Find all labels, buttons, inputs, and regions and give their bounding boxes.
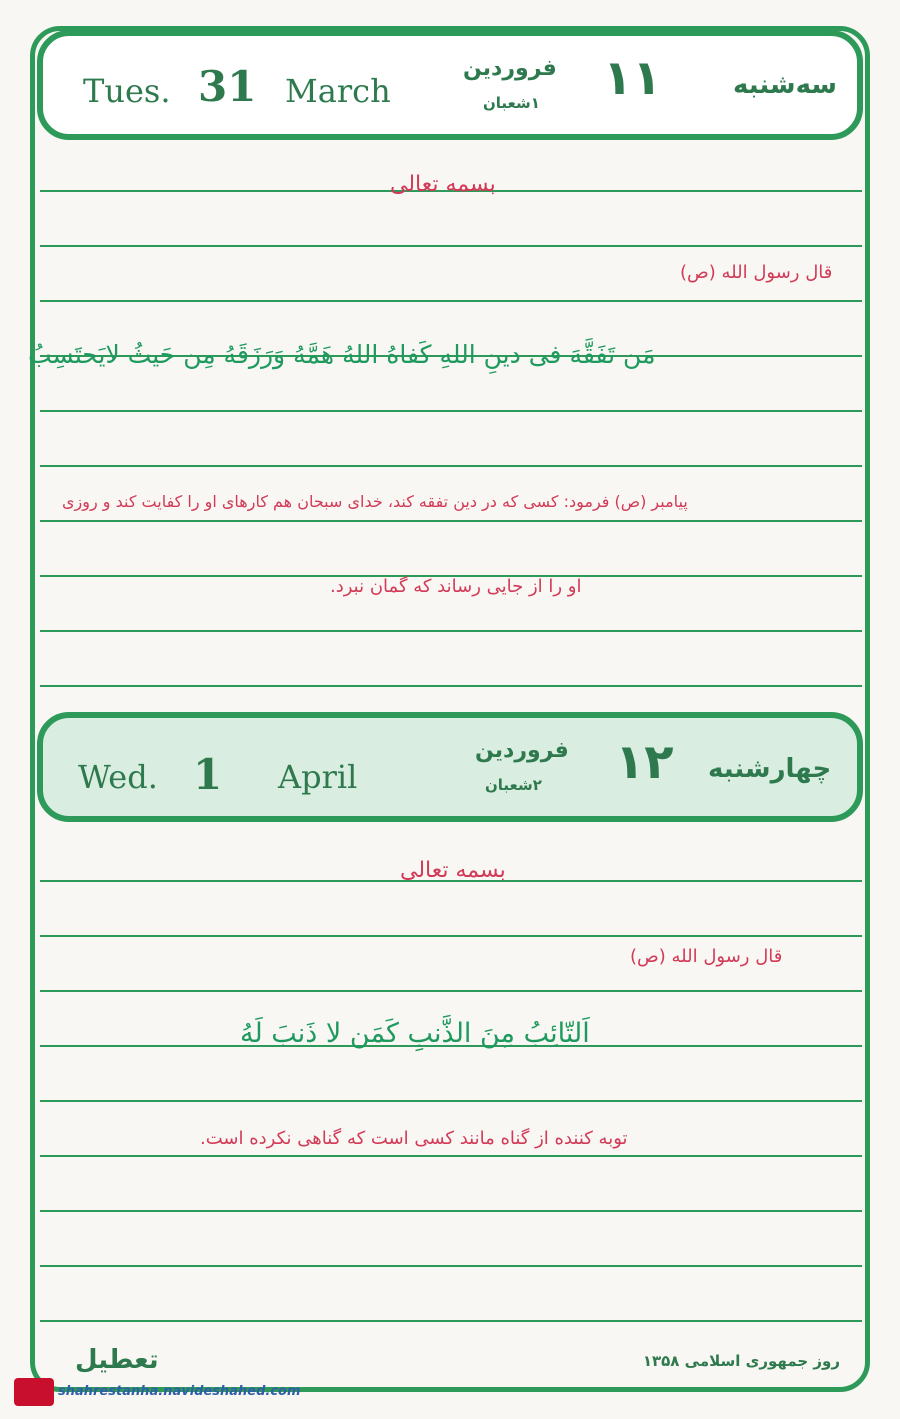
persian-month: فروردین bbox=[475, 738, 569, 763]
english-weekday: Tues. bbox=[83, 72, 171, 110]
ruled-line bbox=[40, 935, 862, 937]
ruled-line bbox=[40, 1320, 862, 1322]
hadith-translation-line-1: پیامبر (ص) فرمود: کسی که در دین تفقه کند، خدای سبحان هم کارهای او را کفایت کند و روزی bbox=[62, 492, 688, 511]
watermark-url: shahrestanha.navideshahed.com bbox=[58, 1384, 301, 1399]
english-weekday: Wed. bbox=[78, 758, 158, 796]
english-month: April bbox=[278, 758, 358, 796]
english-date-number: 31 bbox=[198, 62, 257, 111]
ruled-line bbox=[40, 630, 862, 632]
hadith-translation: توبه کننده از گناه مانند کسی است که گناهی نکرده است. bbox=[200, 1128, 628, 1149]
persian-month: فروردین bbox=[463, 56, 557, 81]
persian-date-number: ۱۲ bbox=[615, 734, 674, 790]
site-watermark bbox=[14, 1378, 301, 1406]
persian-date-number: ۱۱ bbox=[603, 50, 662, 106]
day-header-tuesday bbox=[37, 30, 863, 140]
persian-weekday: سه‌شنبه bbox=[733, 70, 837, 100]
diary-page-frame bbox=[30, 26, 870, 1392]
hijri-date: ۲شعبان bbox=[485, 776, 542, 794]
english-month: March bbox=[285, 72, 391, 110]
persian-weekday: چهارشنبه bbox=[708, 754, 832, 784]
ruled-line bbox=[40, 520, 862, 522]
ruled-line bbox=[40, 1155, 862, 1157]
ruled-line bbox=[40, 245, 862, 247]
hadith-translation-line-2: او را از جایی رساند که گمان نبرد. bbox=[330, 576, 582, 597]
qal-rasul-note: قال رسول الله (ص) bbox=[630, 946, 783, 967]
navideshahed-logo-icon bbox=[14, 1378, 54, 1406]
basmala-note: بسمه تعالی bbox=[390, 172, 496, 197]
qal-rasul-note: قال رسول الله (ص) bbox=[680, 262, 833, 283]
ruled-line bbox=[40, 685, 862, 687]
ruled-line bbox=[40, 410, 862, 412]
english-date-number: 1 bbox=[193, 750, 223, 799]
ruled-line bbox=[40, 1265, 862, 1267]
basmala-note: بسمه تعالی bbox=[400, 858, 506, 883]
ruled-line bbox=[40, 465, 862, 467]
day-header-wednesday bbox=[37, 712, 863, 822]
ruled-line bbox=[40, 990, 862, 992]
ruled-line bbox=[40, 1210, 862, 1212]
holiday-label: تعطیل bbox=[75, 1345, 159, 1375]
ruled-line bbox=[40, 300, 862, 302]
ruled-line bbox=[40, 1100, 862, 1102]
hadith-arabic: اَلتّائِبُ مِنَ الذَّنبِ کَمَن لا ذَنبَ لَهُ bbox=[240, 1018, 590, 1049]
hijri-date: ۱شعبان bbox=[483, 94, 540, 112]
hadith-arabic: مَن تَفَقَّهَ فی دینِ اللهِ کَفاهُ اللهُ هَمَّهُ وَرَزَقَهُ مِن حَیثُ لایَحتَسِبُ bbox=[28, 340, 656, 369]
occasion-label: روز جمهوری اسلامی ۱۳۵۸ bbox=[642, 1352, 840, 1370]
